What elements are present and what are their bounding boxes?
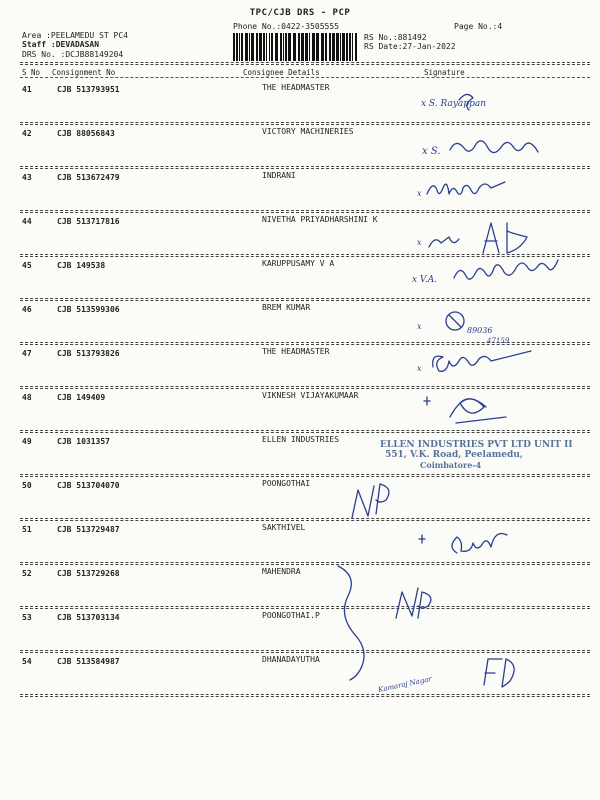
row-sno: 43 [22,173,32,182]
divider [20,77,590,78]
stamp-line-2: 551, V.K. Road, Peelamedu, [385,450,524,460]
barcode-bar [283,33,284,61]
signature-42 [420,130,580,165]
barcode-bar [245,33,248,61]
row-consignee: MAHENDRA [262,567,301,576]
row-consignment: CJB 513793826 [57,349,120,358]
row-divider [20,518,590,521]
row-sno: 54 [22,657,32,666]
area-label: Area :PEELAMEDU ST PC4 [22,31,128,40]
row-consignee: SAKTHIVEL [262,523,306,532]
row-consignee: INDRANI [262,171,296,180]
barcode-bar [301,33,304,61]
row-divider [20,298,590,301]
barcode-bar [280,33,282,61]
barcode-bar [285,33,287,61]
rs-date: RS Date:27-Jan-2022 [364,42,456,51]
row-consignee: THE HEADMASTER [262,347,330,356]
barcode-bar [288,33,291,61]
row-sno: 47 [22,349,32,358]
row-sno: 48 [22,393,32,402]
row-consignee: THE HEADMASTER [262,83,330,92]
row-sno: 50 [22,481,32,490]
row-sno: 51 [22,525,32,534]
row-divider [20,386,590,389]
svg-text:x: x [417,189,422,198]
barcode-bar [355,33,357,61]
note-54: Kamaraj Nagar [377,674,433,695]
row-divider [20,606,590,609]
barcode-bar [336,33,339,61]
barcode-bar [329,33,331,61]
signature-46 [415,305,555,345]
barcode-bar [236,33,238,61]
barcode-bar [340,33,341,61]
column-header-signature: Signature [424,68,465,77]
barcode-bar [251,33,254,61]
row-consignee: DHANADAYUTHA [262,655,320,664]
row-consignee: POONGOTHAI.P [262,611,320,620]
row-consignment: CJB 513703134 [57,613,120,622]
barcode-bar [349,33,351,61]
row-consignment: CJB 513717816 [57,217,120,226]
barcode-bar [256,33,258,61]
barcode [233,33,358,61]
barcode-bar [233,33,235,61]
sig-41-text: x S. Rayappan [421,99,486,109]
barcode-bar [342,33,345,61]
barcode-bar [305,33,308,61]
signature-45 [410,258,580,293]
row-consignment: CJB 513729268 [57,569,120,578]
row-sno: 42 [22,129,32,138]
sig-45-text: x V.A. [412,275,438,285]
row-consignment: CJB 149409 [57,393,106,402]
signature-43 [415,172,545,207]
row-consignee: ELLEN INDUSTRIES [262,435,340,444]
row-consignee: NIVETHA PRIYADHARSHINI K [262,215,378,224]
column-header-consignment: Consignment No [52,68,116,77]
drs-number: DRS No. :DCJB88149204 [22,50,124,59]
row-consignee: POONGOTHAI [262,479,311,488]
stamp-line-3: Coimbatore-4 [420,460,482,470]
company-stamp [380,440,590,485]
barcode-bar [271,33,273,61]
barcode-bar [241,33,243,61]
row-consignment: CJB 513584987 [57,657,120,666]
barcode-bar [309,33,310,61]
barcode-bar [316,33,319,61]
column-header-consignee: Consignee Details [243,68,320,77]
page-number: Page No.:4 [454,22,503,31]
column-header-sno: S No [22,68,41,77]
barcode-bar [321,33,324,61]
barcode-bar [266,33,267,61]
row-divider [20,210,590,213]
row-consignment: CJB 513729487 [57,525,120,534]
row-consignee: VIKNESH VIJAYAKUMAAR [262,391,359,400]
barcode-bar [298,33,300,61]
row-consignment: CJB 513793951 [57,85,120,94]
barcode-bar [249,33,250,61]
staff-label: Staff :DEVADASAN [22,40,100,49]
signature-44 [415,215,565,260]
barcode-bar [346,33,348,61]
row-sno: 49 [22,437,32,446]
row-divider [20,122,590,125]
row-consignment: CJB 88056843 [57,129,115,138]
row-consignee: KARUPPUSAMY V A [262,259,335,268]
row-sno: 46 [22,305,32,314]
barcode-bar [352,33,353,61]
svg-text:x: x [417,238,422,247]
row-consignment: CJB 149538 [57,261,106,270]
barcode-bar [293,33,296,61]
sig-42-text: x S. [422,146,441,157]
row-sno: 53 [22,613,32,622]
row-consignee: BREM KUMAR [262,303,311,312]
row-divider [20,430,590,433]
signature-41 [415,88,565,118]
divider [20,62,590,65]
row-sno: 45 [22,261,32,270]
svg-text:x: x [417,322,422,331]
row-consignee: VICTORY MACHINERIES [262,127,354,136]
barcode-bar [312,33,315,61]
row-sno: 52 [22,569,32,578]
row-divider [20,166,590,169]
row-consignment: CJB 513704070 [57,481,120,490]
row-sno: 41 [22,85,32,94]
rs-number: RS No.:881492 [364,33,427,42]
signature-54 [372,645,522,700]
svg-text:x: x [417,364,422,373]
signature-48 [420,393,540,428]
document-title: TPC/CJB DRS - PCP [249,8,351,18]
row-consignment: CJB 1031357 [57,437,110,446]
barcode-bar [263,33,265,61]
sig-46-num: 89036 [467,326,493,335]
row-consignment: CJB 513672479 [57,173,120,182]
phone-number: Phone No.:0422-3505555 [233,22,339,31]
barcode-bar [269,33,270,61]
barcode-bar [325,33,327,61]
row-consignment: CJB 513599306 [57,305,120,314]
signature-47 [415,347,575,382]
barcode-bar [239,33,240,61]
barcode-bar [332,33,335,61]
barcode-bar [275,33,278,61]
barcode-bar [259,33,262,61]
row-sno: 44 [22,217,32,226]
sig-46-num2: 47159 [487,337,510,345]
stamp-line-1: ELLEN INDUSTRIES PVT LTD UNIT II [380,440,573,450]
